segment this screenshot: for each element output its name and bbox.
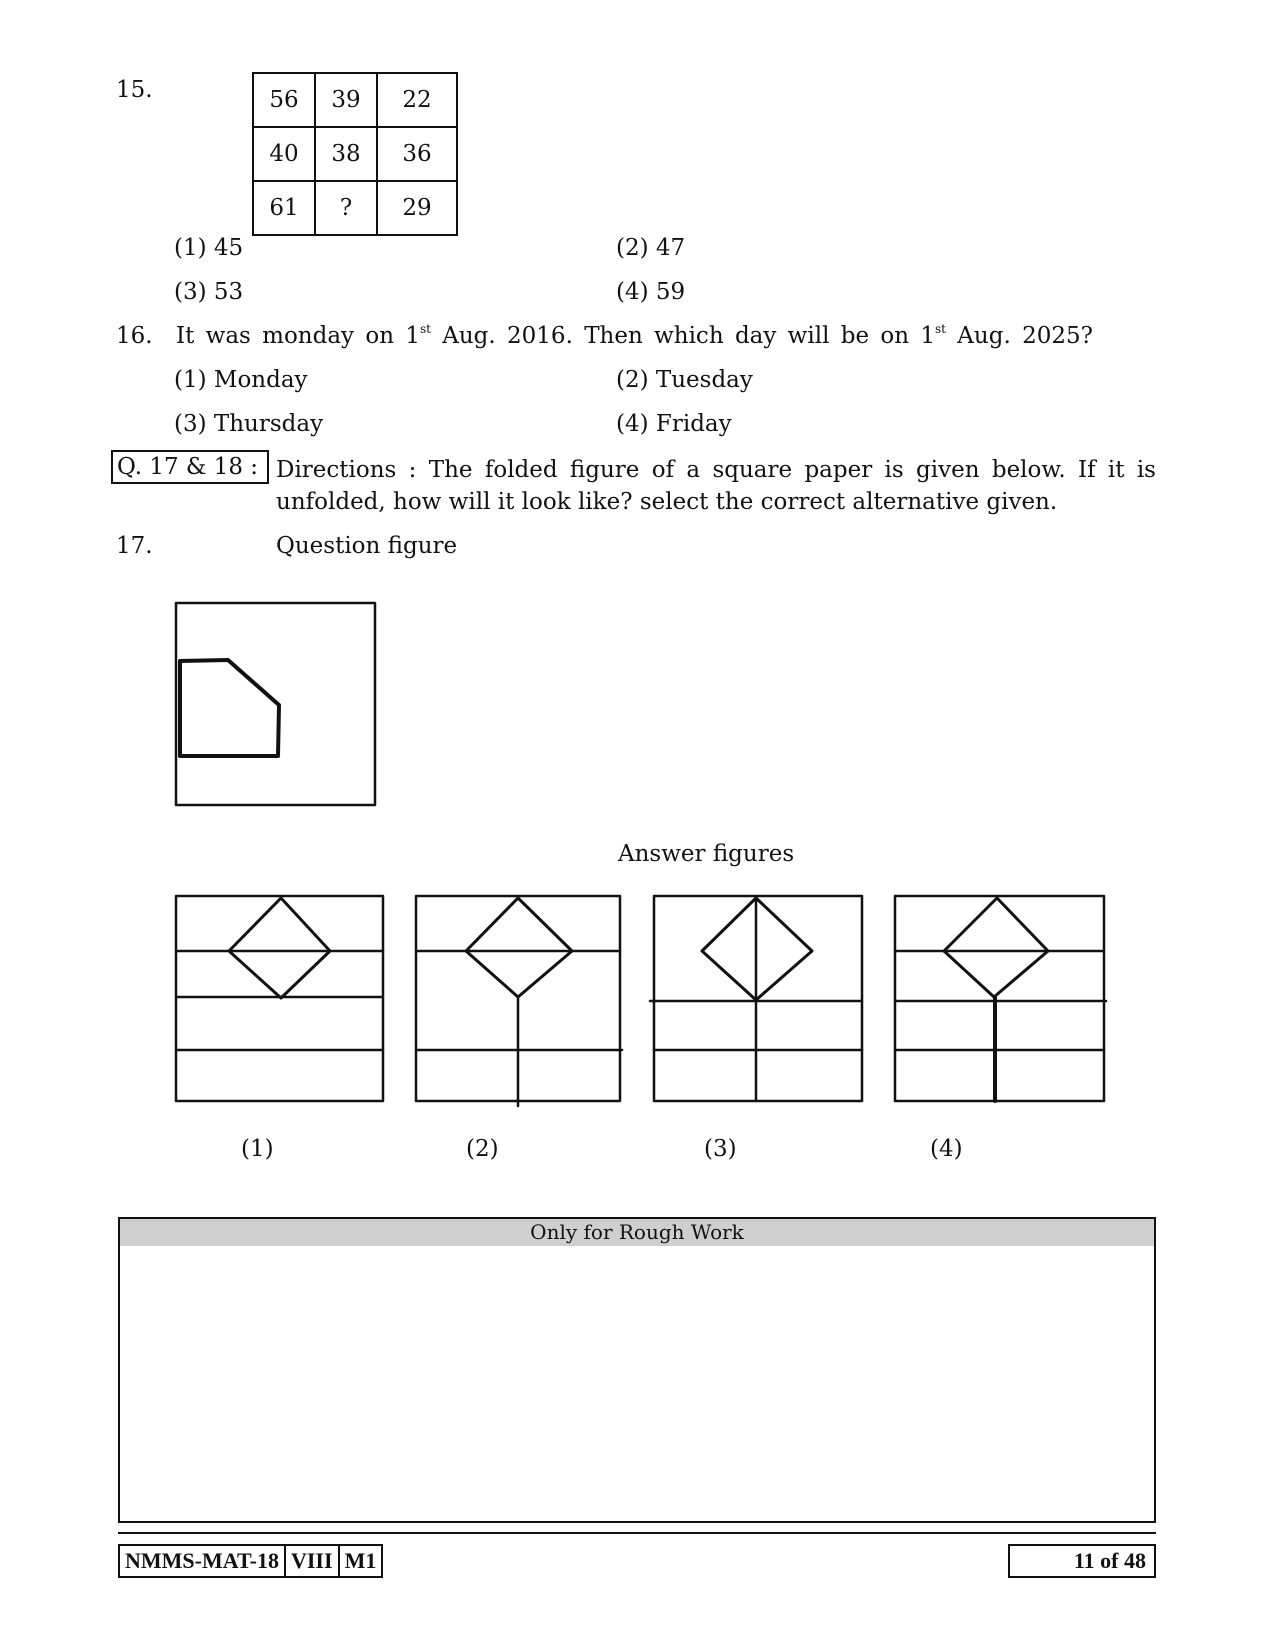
grid-cell: 40	[253, 127, 315, 181]
q16-option-3[interactable]: (3) Thursday	[174, 411, 324, 437]
q15-option-3[interactable]: (3) 53	[174, 279, 244, 305]
q16-superscript: st	[419, 322, 431, 336]
class-label: VIII	[286, 1546, 340, 1576]
footer-code-box	[118, 1544, 383, 1578]
rough-work-title: Only for Rough Work	[120, 1219, 1154, 1246]
q15-option-1[interactable]: (1) 45	[174, 235, 244, 261]
q16-text-part: It was monday on 1	[176, 323, 420, 349]
q16-text-part: Aug. 2016. Then which day will be on 1	[430, 323, 935, 349]
answer-figure-label-2[interactable]: (2)	[466, 1136, 499, 1162]
grid-cell: 39	[315, 73, 377, 127]
answer-figures-label: Answer figures	[618, 841, 795, 867]
directions-text: Directions : The folded figure of a square paper is given below. If it is unfolded, how will it look like? select the correct alternative given.	[276, 457, 1156, 515]
answer-figure-2	[416, 896, 622, 1106]
grid-cell: 56	[253, 73, 315, 127]
grid-cell: 61	[253, 181, 315, 235]
grid-cell: 38	[315, 127, 377, 181]
question-16-number: 16.	[116, 323, 153, 349]
question-15-number: 15.	[116, 77, 153, 103]
q16-option-4[interactable]: (4) Friday	[616, 411, 732, 437]
answer-figure-label-4[interactable]: (4)	[930, 1136, 963, 1162]
q15-option-2[interactable]: (2) 47	[616, 235, 686, 261]
question-17-number: 17.	[116, 533, 153, 559]
directions-label: Q. 17 & 18 :	[111, 450, 269, 484]
q15-option-4[interactable]: (4) 59	[616, 279, 686, 305]
footer-rule	[118, 1532, 1156, 1534]
answer-figure-4	[895, 896, 1106, 1101]
answer-figure-3	[650, 896, 862, 1101]
answer-figure-1	[176, 896, 383, 1101]
q16-option-1[interactable]: (1) Monday	[174, 367, 308, 393]
rough-work-box	[118, 1217, 1156, 1523]
q16-option-2[interactable]: (2) Tuesday	[616, 367, 753, 393]
answer-figure-label-1[interactable]: (1)	[241, 1136, 274, 1162]
answer-figure-label-3[interactable]: (3)	[704, 1136, 737, 1162]
q16-superscript: st	[935, 322, 946, 336]
question-figure-label: Question figure	[276, 533, 458, 559]
grid-cell: 29	[377, 181, 457, 235]
set-label: M1	[344, 1548, 377, 1573]
grid-cell: ?	[315, 181, 377, 235]
paper-code: NMMS-MAT-18	[120, 1546, 286, 1576]
grid-cell: 36	[377, 127, 457, 181]
grid-cell: 22	[377, 73, 457, 127]
q16-text-part: Aug. 2025?	[945, 323, 1093, 349]
page-number: 11 of 48	[1008, 1544, 1156, 1578]
